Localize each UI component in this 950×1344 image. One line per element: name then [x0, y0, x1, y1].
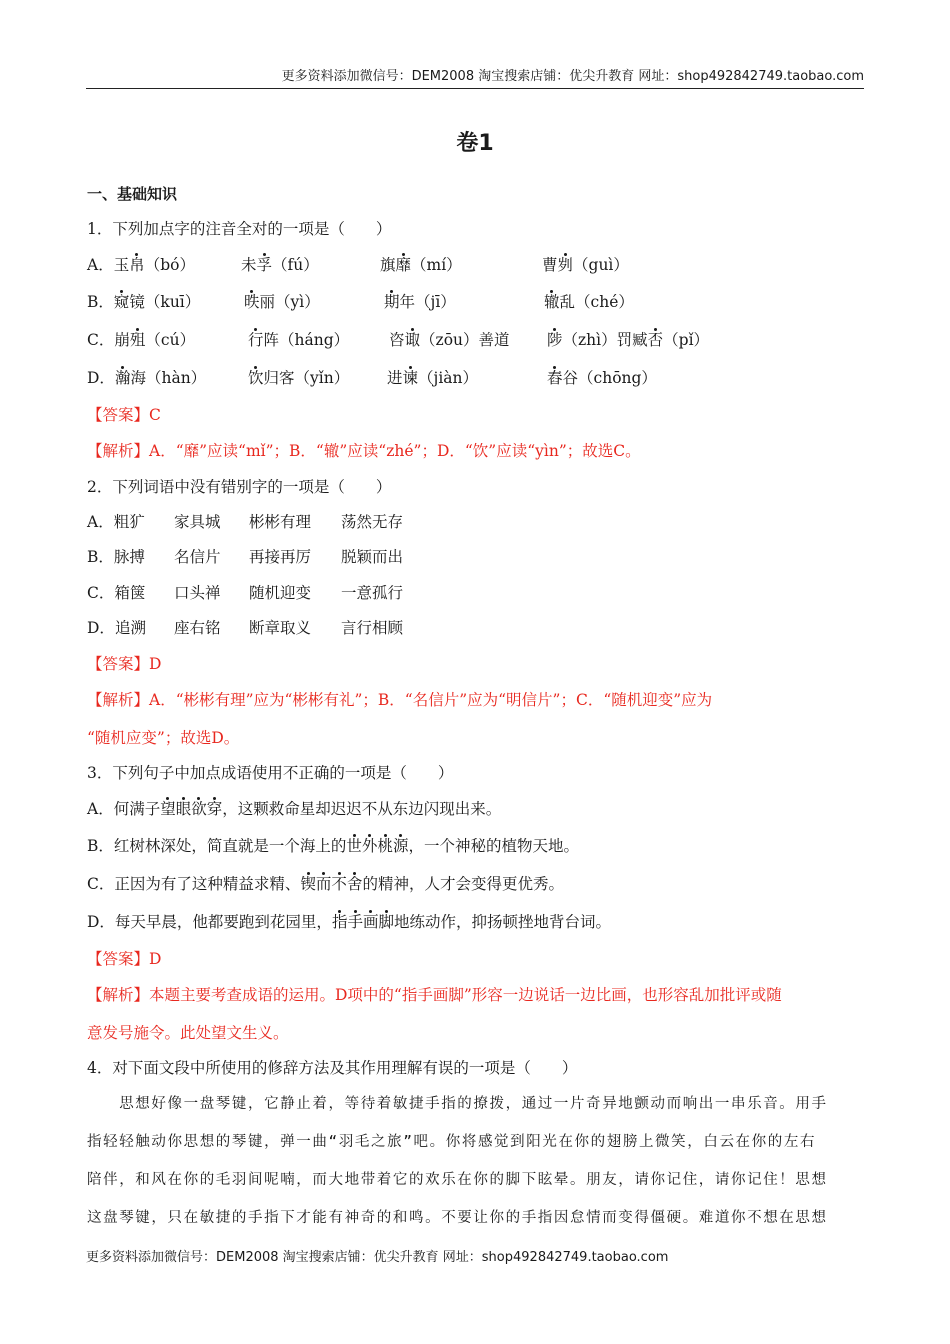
q2-analysis-line2: “随机应变”；故选D。 — [87, 729, 240, 747]
q2-analysis-line1: 【解析】A．“彬彬有理”应为“彬彬有礼”；B．“名信片”应为“明信片”；C．“随机迎变”应为 — [87, 691, 713, 709]
q1-option-c: C．崩殂（cú） 行阵（háng） 咨诹（zōu）善道 陟（zhì）罚臧否（pǐ） — [87, 331, 710, 349]
q2-option-b: B．脉搏 名信片 再接再厉 脱颖而出 — [87, 548, 404, 566]
page-footer: 更多资料添加微信号：DEM2008 淘宝搜索店铺：优尖升教育 网址：shop492842749.taobao.com — [86, 1250, 669, 1265]
q2-stem: 2．下列词语中没有错别字的一项是（ ） — [87, 478, 392, 496]
q2-option-d: D．追溯 座右铭 断章取义 言行相顾 — [87, 619, 404, 637]
q4-stem: 4．对下面文段中所使用的修辞方法及其作用理解有误的一项是（ ） — [87, 1059, 578, 1077]
q4-passage-line4: 这盘琴键，只在敏捷的手指下才能有神奇的和鸣。不要让你的手指因怠情而变得僵硬。难道你不想在思想 — [87, 1210, 828, 1226]
dotted-idiom: 望眼欲穿 — [160, 800, 223, 818]
q1-analysis: 【解析】A．“靡”应读“mǐ”；B．“辙”应读“zhé”；D．“饮”应读“yìn”；故选C。 — [87, 442, 641, 460]
q3-analysis-line2: 意发号施令。此处望文生义。 — [87, 1024, 289, 1042]
q3-answer: 【答案】D — [87, 950, 162, 968]
section-heading: 一、基础知识 — [87, 185, 178, 203]
q2-option-a: A．粗犷 家具城 彬彬有理 荡然无存 — [87, 513, 404, 531]
dotted-idiom: 世外桃源 — [346, 837, 409, 855]
q2-option-c: C．箱箧 口头禅 随机迎变 一意孤行 — [87, 584, 404, 602]
dotted-idiom: 指手画脚 — [331, 913, 394, 931]
page-title: 卷1 — [456, 131, 494, 156]
q3-analysis-line1: 【解析】本题主要考查成语的运用。D项中的“指手画脚”形容一边说话一边比画，也形容乱加批评或随 — [87, 986, 782, 1004]
q4-passage-line3: 陪伴，和风在你的毛羽间呢喃，而大地带着它的欢乐在你的脚下眩晕。朋友，请你记住，请你记住！思想 — [87, 1172, 828, 1188]
q3-option-b: B．红树林深处，简直就是一个海上的世外桃源，一个神秘的植物天地。 — [87, 837, 579, 855]
q1-option-a: A．玉帛（bó） 未孚（fú） 旗靡（mí） 曹刿（guì） — [87, 256, 629, 274]
q4-passage-line2: 指轻轻触动你思想的琴键，弹一曲“羽毛之旅”吧。你将感觉到阳光在你的翅膀上微笑，白云在你的左右 — [87, 1134, 817, 1150]
q3-option-c: C．正因为有了这种精益求精、锲而不舍的精神，人才会变得更优秀。 — [87, 875, 564, 893]
q3-stem: 3．下列句子中加点成语使用不正确的一项是（ ） — [87, 764, 454, 782]
q1-option-d: D．瀚海（hàn） 饮归客（yǐn） 进谏（jiàn） 舂谷（chōng） — [87, 369, 657, 387]
page-header: 更多资料添加微信号：DEM2008 淘宝搜索店铺：优尖升教育 网址：shop492842749.taobao.com — [86, 66, 864, 89]
dotted-idiom: 锲而不舍 — [300, 875, 363, 893]
q2-answer: 【答案】D — [87, 655, 162, 673]
q1-stem: 1．下列加点字的注音全对的一项是（ ） — [87, 220, 392, 238]
q1-answer: 【答案】C — [87, 406, 161, 424]
q3-option-a: A．何满子望眼欲穿，这颗救命星却迟迟不从东边闪现出来。 — [87, 800, 502, 818]
q1-option-b: B．窥镜（kuī） 昳丽（yì） 期年（jī） 辙乱（ché） — [87, 293, 634, 311]
q3-option-d: D．每天早晨，他都要跑到花园里，指手画脚地练动作，抑扬顿挫地背台词。 — [87, 913, 612, 931]
q4-passage-line1: 思想好像一盘琴键，它静止着，等待着敏捷手指的撩拨，通过一片奇异地颤动而响出一串乐音。用手 — [87, 1096, 828, 1112]
